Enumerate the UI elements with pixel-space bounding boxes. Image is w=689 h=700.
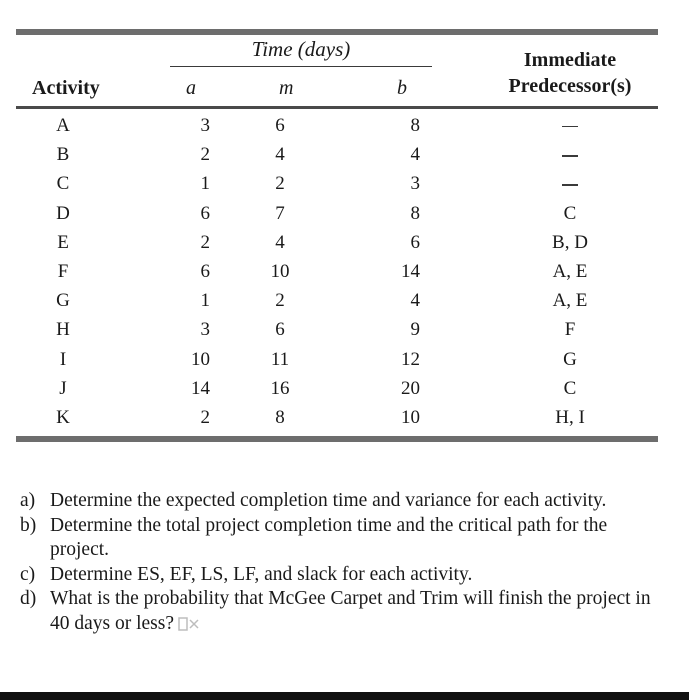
table-row bbox=[0, 346, 689, 375]
m-cell: 7 bbox=[275, 202, 285, 224]
b-cell: 10 bbox=[401, 406, 420, 428]
question-text-content: Determine ES, EF, LS, LF, and slack for each activity. bbox=[50, 563, 473, 585]
table-bottom-rule bbox=[16, 436, 658, 442]
b-header: b bbox=[397, 77, 407, 99]
m-cell: 8 bbox=[275, 406, 285, 428]
m-cell: 10 bbox=[270, 260, 290, 282]
m-cell: 6 bbox=[275, 319, 285, 341]
a-cell: 10 bbox=[191, 348, 210, 370]
m-cell: 2 bbox=[275, 173, 285, 195]
m-cell: 11 bbox=[270, 348, 290, 370]
predecessor-header-line1: Immediate bbox=[523, 49, 617, 71]
activity-cell: J bbox=[59, 377, 67, 399]
m-cell: 2 bbox=[275, 290, 285, 312]
activity-cell: K bbox=[56, 406, 70, 428]
question-text-content: Determine the expected completion time and variance for each activity. bbox=[50, 490, 607, 511]
predecessor-cell: C bbox=[563, 202, 577, 224]
m-cell: 6 bbox=[275, 115, 285, 136]
predecessor-cell: F bbox=[564, 319, 576, 341]
b-cell: 3 bbox=[410, 173, 420, 195]
table-row bbox=[0, 375, 689, 404]
m-cell: 4 bbox=[275, 144, 285, 166]
question-list bbox=[20, 489, 670, 636]
question-item bbox=[20, 587, 670, 636]
predecessor-cell: A, E bbox=[552, 260, 588, 282]
question-label: c) bbox=[20, 563, 36, 585]
table-row bbox=[0, 287, 689, 316]
m-cell: 16 bbox=[270, 377, 290, 399]
a-cell: 2 bbox=[200, 406, 210, 428]
question-text-content: Determine the total project completion time and the critical path for the project. bbox=[50, 514, 608, 560]
activity-cell: B bbox=[56, 144, 70, 166]
b-cell: 4 bbox=[410, 144, 420, 166]
question-item bbox=[20, 563, 670, 588]
activity-cell: C bbox=[56, 173, 70, 195]
predecessor-cell: B, D bbox=[552, 231, 588, 253]
no-predecessor-dash bbox=[562, 184, 578, 186]
activity-cell: I bbox=[59, 348, 67, 370]
a-header: a bbox=[186, 77, 196, 99]
table-header-rule bbox=[16, 106, 658, 109]
predecessor-header bbox=[475, 47, 665, 99]
b-cell: 6 bbox=[410, 231, 420, 253]
b-cell: 14 bbox=[401, 260, 420, 282]
question-label: b) bbox=[20, 514, 37, 536]
watermark-icon bbox=[178, 617, 200, 631]
question-text bbox=[50, 514, 670, 563]
no-predecessor-dash bbox=[562, 126, 578, 128]
b-cell: 8 bbox=[410, 202, 420, 224]
table-top-rule bbox=[16, 29, 658, 35]
question-label: d) bbox=[20, 588, 37, 609]
question-text-content: What is the probability that McGee Carpet and Trim will finish the project in 40 days or less? bbox=[50, 588, 651, 634]
predecessor-header-line2: Predecessor(s) bbox=[508, 75, 632, 97]
a-cell: 3 bbox=[200, 115, 210, 136]
predecessor-cell bbox=[505, 115, 635, 137]
activity-cell: G bbox=[56, 290, 70, 312]
predecessor-cell bbox=[505, 173, 635, 195]
time-days-header: Time (days) bbox=[251, 37, 351, 61]
table-row bbox=[0, 170, 689, 199]
b-cell: 9 bbox=[410, 319, 420, 341]
m-header: m bbox=[279, 77, 294, 99]
question-item bbox=[20, 514, 670, 563]
no-predecessor-dash bbox=[562, 155, 578, 157]
question-text bbox=[50, 587, 670, 636]
question-text bbox=[50, 563, 670, 588]
predecessor-cell: A, E bbox=[552, 290, 588, 312]
predecessor-cell: H, I bbox=[555, 406, 585, 428]
activity-cell: F bbox=[57, 260, 69, 282]
m-cell: 4 bbox=[275, 231, 285, 253]
table-row bbox=[0, 316, 689, 345]
b-cell: 20 bbox=[401, 377, 420, 399]
table-row bbox=[0, 141, 689, 170]
a-cell: 2 bbox=[200, 231, 210, 253]
a-cell: 6 bbox=[200, 260, 210, 282]
a-cell: 2 bbox=[200, 144, 210, 166]
predecessor-cell: C bbox=[563, 377, 577, 399]
table-row bbox=[0, 404, 689, 433]
activity-table-body bbox=[0, 112, 689, 433]
a-cell: 1 bbox=[200, 290, 210, 312]
table-row bbox=[0, 229, 689, 258]
a-cell: 3 bbox=[200, 319, 210, 341]
question-item bbox=[20, 489, 670, 514]
predecessor-cell: G bbox=[563, 348, 577, 370]
bottom-edge-bar bbox=[0, 692, 689, 700]
activity-header: Activity bbox=[32, 77, 100, 99]
b-cell: 4 bbox=[410, 290, 420, 312]
activity-cell: H bbox=[56, 319, 70, 341]
a-cell: 14 bbox=[191, 377, 210, 399]
activity-cell: D bbox=[56, 202, 70, 224]
activity-cell: A bbox=[56, 115, 70, 136]
a-cell: 1 bbox=[200, 173, 210, 195]
table-row bbox=[0, 258, 689, 287]
activity-cell: E bbox=[57, 231, 69, 253]
question-text bbox=[50, 489, 670, 514]
a-cell: 6 bbox=[200, 202, 210, 224]
b-cell: 8 bbox=[410, 115, 420, 136]
time-days-underline bbox=[170, 66, 432, 67]
table-row bbox=[0, 200, 689, 229]
question-label: a) bbox=[20, 490, 36, 511]
table-row bbox=[0, 112, 689, 141]
b-cell: 12 bbox=[401, 348, 420, 370]
predecessor-cell bbox=[505, 144, 635, 166]
